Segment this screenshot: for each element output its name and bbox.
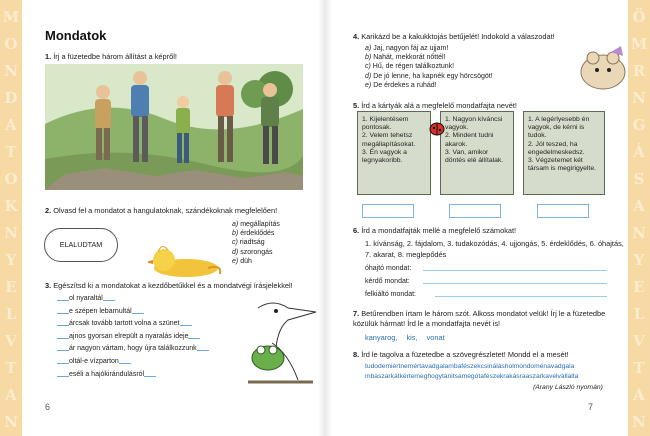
mood-text: düh (240, 257, 252, 265)
hikers-illustration (45, 64, 303, 190)
q4-option[interactable] (365, 72, 493, 81)
q6-row-labels (365, 262, 416, 301)
fill-in-text: oltál-e vízparton (69, 357, 119, 365)
card-line: 2. Mindent tudni akarok. (445, 132, 494, 148)
card-1 (357, 111, 431, 195)
strip-letter: V (633, 332, 645, 350)
ladybug-icon (427, 119, 447, 137)
strip-letter: E (633, 278, 645, 296)
strip-letter: Y (5, 251, 17, 269)
question-4: 4. Karikázd be a kakukktojás betűjelét! Indokold a válaszodat! (353, 32, 555, 41)
option-letter: b) (365, 54, 372, 62)
q6-number-list: 1. kívánság, 2. fájdalom, 3. tudakozódás, 4. ujjongás, 5. érdeklődés, 6. óhajtás, 7. akarat, 8. meglepődés (365, 239, 624, 260)
question-5-text: Írd a kártyák alá a megfelelő mondatfajta nevét! (361, 101, 517, 110)
option-text: Hű, de régen találkoztunk! (372, 63, 455, 71)
option-text: Nahát, mekkorát nőttél! (373, 54, 446, 62)
card-3 (523, 111, 605, 195)
blank-punctuation[interactable] (103, 294, 115, 301)
strip-letter: A (5, 386, 17, 404)
q7-word: kis, (406, 333, 418, 342)
fill-in-row (57, 293, 209, 306)
question-4-text: Karikázd be a kakukktojás betűjelét! Indokold a válaszodat! (361, 32, 555, 41)
blank-punctuation[interactable] (180, 319, 192, 326)
card-line: 2. Jól teszed, ha engedelmeskedsz. (528, 140, 585, 156)
card-line: 3. Végzetemet két társam is megirigyelte. (528, 157, 596, 173)
mood-item (232, 238, 280, 247)
blank-punctuation[interactable] (197, 344, 209, 351)
strip-letter: N (632, 89, 646, 107)
question-3-text: Egészítsd ki a mondatokat a kezdőbetűkkel és a mondatvégi írásjelekkel! (53, 281, 293, 290)
q4-option[interactable] (365, 81, 493, 90)
fill-in-text: e szépen lebarnultál (69, 307, 132, 315)
hamster-illustration (575, 40, 631, 92)
page-number-left: 6 (45, 402, 51, 412)
strip-letter: L (5, 305, 17, 323)
q8-source: (Arany László nyomán) (533, 384, 603, 391)
mood-letter: d) (232, 248, 239, 256)
question-1: 1. Írj a füzetedbe három állítást a képről! (45, 52, 177, 61)
question-7-text: Betűrendben írtam le három szót. Alkoss mondatot velük! Írj le a füzetedbe közülük hármat! Írd le a mondatfajta nevét is! (353, 309, 606, 328)
strip-letter: N (632, 224, 646, 242)
option-letter: e) (365, 81, 372, 89)
strip-letter: Ö (632, 8, 646, 26)
speech-cloud: ELALUDTAM (44, 228, 118, 262)
mood-list (232, 220, 280, 266)
strip-letter: A (633, 197, 645, 215)
fill-in-row (57, 331, 209, 344)
q4-option[interactable] (365, 44, 493, 53)
book-gutter (318, 0, 332, 436)
blank-punctuation[interactable] (144, 370, 156, 377)
question-2: 2. Olvasd fel a mondatot a hangulatoknak, szándékoknak megfelelően! (45, 206, 278, 215)
question-1-text: Írj a füzetedbe három állítást a képről! (53, 52, 177, 61)
strip-letter: D (4, 89, 18, 107)
strip-letter: T (5, 143, 17, 161)
page-title: Mondatok (45, 28, 107, 43)
fill-in-list (57, 293, 209, 381)
blank-punctuation[interactable] (132, 307, 144, 314)
card-2 (440, 111, 514, 195)
sleeping-chick-illustration (148, 238, 228, 280)
q6-row-label: felkiáltó mondat: (365, 291, 416, 298)
mood-text: riadtság (239, 239, 265, 247)
q7-word-list (365, 333, 454, 342)
mood-text: érdeklődés (240, 230, 275, 238)
q7-word: vonat (426, 333, 445, 342)
blank-letter[interactable] (57, 357, 69, 364)
option-text: Jaj, nagyon fáj az ujjam! (373, 45, 449, 52)
fill-in-row (57, 318, 209, 331)
page-number-right: 7 (588, 402, 594, 412)
strip-letter: N (4, 62, 18, 80)
strip-letter: Y (633, 251, 645, 269)
mood-text: megállapítás (240, 221, 280, 228)
q7-word: kanyarog, (365, 333, 398, 342)
card-line: 2. Velem tehetsz megállapításokat. (362, 132, 416, 148)
fill-in-text: eséli a hajókirándulásról (69, 370, 145, 378)
right-margin-strip (628, 0, 650, 436)
mood-letter: b) (232, 230, 239, 238)
strip-letter: N (4, 224, 18, 242)
strip-letter: S (633, 170, 645, 188)
mood-item (232, 248, 280, 257)
mood-item (232, 220, 280, 229)
q8-text-line-1: tudodemiértnemértavadgalambafészekcsinálásholmondoménavadgala (365, 363, 575, 370)
strip-letter: N (4, 413, 18, 431)
strip-letter: M (630, 35, 648, 53)
blank-letter[interactable] (57, 294, 69, 301)
fill-in-row (57, 356, 209, 369)
blank-letter[interactable] (57, 307, 69, 314)
card-line: 3. Én vagyok a legnyakoribb. (362, 148, 407, 165)
strip-letter: O (4, 170, 18, 188)
stork-and-frog-illustration (228, 298, 320, 386)
q4-option-list (365, 44, 493, 90)
strip-letter: Á (633, 143, 645, 161)
blank-letter[interactable] (57, 344, 69, 351)
option-letter: a) (365, 45, 372, 52)
q6-answer-line-1[interactable] (423, 270, 607, 271)
mood-item (232, 229, 280, 238)
card-2-answer-field[interactable] (449, 204, 501, 218)
question-5: 5. Írd a kártyák alá a megfelelő mondatfajta nevét! (353, 101, 517, 110)
q6-row-label: óhajtó mondat: (365, 265, 412, 272)
q6-row-label: kérdő mondat: (365, 278, 410, 285)
strip-letter: A (633, 386, 645, 404)
question-2-text: Olvasd fel a mondatot a hangulatoknak, szándékoknak megfelelően! (53, 206, 278, 215)
strip-letter: R (632, 62, 646, 80)
card-line: 1. A legérlyesebb én vagyok, de kérni is tudok. (528, 116, 590, 140)
strip-letter: T (633, 359, 645, 377)
strip-letter: M (2, 8, 20, 26)
fill-in-text: árcsak tovább tartott volna a szünet (69, 320, 180, 328)
question-8-text: Írd le tagolva a füzetedbe a szövegrészletet! Mondd el a mesét! (361, 350, 569, 359)
q4-option[interactable] (365, 62, 493, 71)
left-margin-strip (0, 0, 22, 436)
option-text: De jó lenne, ha kapnék egy hörcsögöt! (373, 72, 493, 80)
fill-in-row (57, 306, 209, 319)
blank-letter[interactable] (57, 370, 69, 377)
question-8: 8. Írd le tagolva a füzetedbe a szövegrészletet! Mondd el a mesét! (353, 350, 569, 359)
card-line: 3. Van, amikor döntés elé állítalak. (445, 148, 504, 165)
blank-punctuation[interactable] (119, 357, 131, 364)
fill-in-text: ajnos gyorsan elrepült a nyaralás ideje (69, 332, 189, 340)
q4-option[interactable] (365, 53, 493, 62)
option-letter: d) (365, 72, 372, 80)
fill-in-row (57, 343, 209, 356)
strip-letter: O (4, 35, 18, 53)
mood-letter: c) (232, 239, 238, 247)
q8-text-line-2: mbaszarkátkértemeghogytanitsamegótafészekrakásraaszarkavelvállalta (365, 373, 579, 380)
mood-item (232, 257, 280, 266)
strip-letter: L (633, 305, 645, 323)
card-line: 1. Kijelentésem pontosak. (362, 116, 409, 132)
mood-letter: a) (232, 221, 239, 228)
strip-letter: K (4, 197, 18, 215)
card-3-answer-field[interactable] (537, 204, 589, 218)
q6-answer-line-3[interactable] (435, 296, 607, 297)
strip-letter: V (5, 332, 17, 350)
question-7: 7. Betűrendben írtam le három szót. Alkoss mondatot velük! Írj le a füzetedbe közülük hármat! Írd le a mondatfajta nevét is! (353, 309, 606, 328)
fill-in-text: ár nagyon vártam, hogy újra találkozzunk (69, 345, 197, 353)
option-text: De érdekes a ruhád! (373, 81, 437, 89)
strip-letter: E (5, 278, 17, 296)
strip-letter: G (632, 116, 646, 134)
q6-answer-line-2[interactable] (423, 283, 607, 284)
card-line: 1. Nagyon kíváncsi vagyok. (445, 116, 503, 132)
blank-punctuation[interactable] (188, 332, 200, 339)
question-6: 6. Írd a mondatfajták mellé a megfelelő számokat! (353, 226, 517, 235)
strip-letter: A (5, 116, 17, 134)
blank-letter[interactable] (57, 332, 69, 339)
right-page (325, 0, 650, 436)
mood-text: szorongás (240, 248, 273, 256)
question-3: 3. Egészítsd ki a mondatokat a kezdőbetűkkel és a mondatvégi írásjelekkel! (45, 281, 293, 290)
strip-letter: T (5, 359, 17, 377)
question-6-text: Írd a mondatfajták mellé a megfelelő számokat! (361, 226, 517, 235)
option-letter: c) (365, 63, 371, 71)
fill-in-text: ol nyaraltál (69, 295, 103, 302)
blank-letter[interactable] (57, 319, 69, 326)
card-1-answer-field[interactable] (362, 204, 414, 218)
mood-letter: e) (232, 257, 239, 265)
fill-in-row (57, 369, 209, 382)
strip-letter: N (632, 413, 646, 431)
